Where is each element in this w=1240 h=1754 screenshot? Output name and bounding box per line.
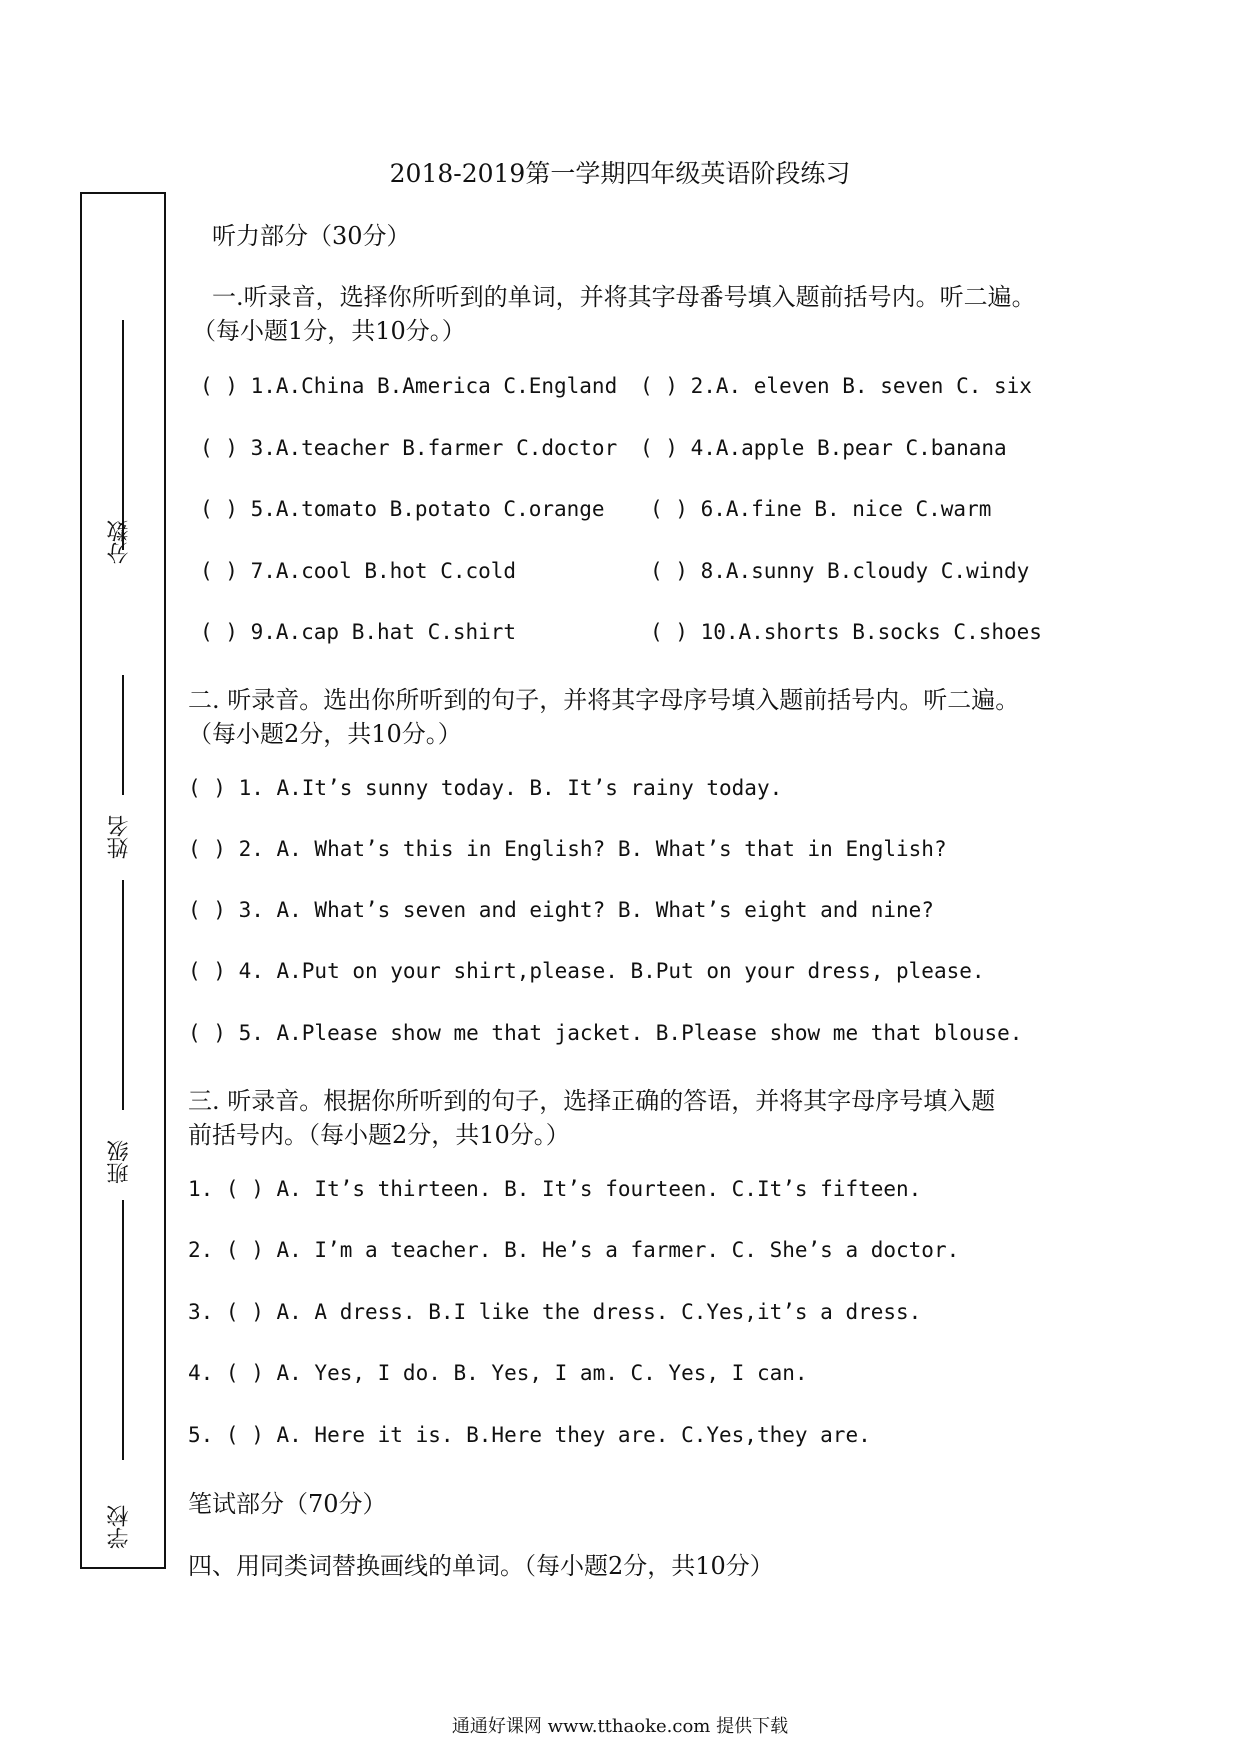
s1-row5-left: ( ) 9.A.cap B.hat C.shirt: [200, 620, 517, 644]
section2-heading: 二. 听录音。选出你所听到的句子，并将其字母序号填入题前括号内。听二遍。: [188, 686, 1020, 714]
class-label: 班级: [107, 1140, 132, 1184]
s3-item5: 5. ( ) A. Here it is. B.Here they are. C.Yes,they are.: [188, 1423, 871, 1447]
s2-item3: ( ) 3. A. What’s seven and eight? B. What’s eight and nine?: [188, 898, 934, 922]
written-header: 笔试部分（70分）: [188, 1490, 387, 1518]
s2-item1: ( ) 1. A.It’s sunny today. B. It’s rainy today.: [188, 776, 783, 800]
s2-item2: ( ) 2. A. What’s this in English? B. What’s that in English?: [188, 837, 947, 861]
s3-item3: 3. ( ) A. A dress. B.I like the dress. C.Yes,it’s a dress.: [188, 1300, 922, 1324]
s1-row2-left: ( ) 3.A.teacher B.farmer C.doctor: [200, 436, 618, 460]
class-line: [122, 1200, 124, 1460]
section3-heading: 三. 听录音。根据你所听到的句子，选择正确的答语，并将其字母序号填入题: [188, 1087, 996, 1115]
s2-item5: ( ) 5. A.Please show me that jacket. B.Please show me that blouse.: [188, 1021, 1023, 1045]
footer-credit: 通通好课网 www.tthaoke.com 提供下载: [451, 1716, 789, 1737]
s1-row4-left: ( ) 7.A.cool B.hot C.cold: [200, 559, 517, 583]
page-title: 2018-2019第一学期四年级英语阶段练习: [389, 159, 851, 188]
score-line: [122, 320, 124, 550]
score-label: 分数: [107, 520, 132, 564]
s1-row1-right: ( ) 2.A. eleven B. seven C. six: [640, 374, 1032, 398]
name-line-top: [122, 675, 124, 795]
s2-item4: ( ) 4. A.Put on your shirt,please. B.Put on your dress, please.: [188, 959, 985, 983]
school-label: 学校: [107, 1505, 132, 1549]
s1-row3-right: ( ) 6.A.fine B. nice C.warm: [650, 497, 992, 521]
section3-heading-cont: 前括号内。（每小题2分，共10分。）: [188, 1121, 570, 1149]
s3-item4: 4. ( ) A. Yes, I do. B. Yes, I am. C. Yes, I can.: [188, 1361, 808, 1385]
name-line-bottom: [122, 880, 124, 1110]
s1-row3-left: ( ) 5.A.tomato B.potato C.orange: [200, 497, 605, 521]
s1-row4-right: ( ) 8.A.sunny B.cloudy C.windy: [650, 559, 1030, 583]
s1-row2-right: ( ) 4.A.apple B.pear C.banana: [640, 436, 1007, 460]
section4-heading: 四、用同类词替换画线的单词。（每小题2分，共10分）: [188, 1552, 774, 1580]
s1-row5-right: ( ) 10.A.shorts B.socks C.shoes: [650, 620, 1042, 644]
s3-item1: 1. ( ) A. It’s thirteen. B. It’s fourteen. C.It’s fifteen.: [188, 1177, 922, 1201]
section1-note: （每小题1分，共10分。）: [192, 317, 466, 345]
listening-header: 听力部分（30分）: [212, 222, 411, 250]
name-label: 姓名: [107, 815, 132, 859]
section1-heading: 一.听录音，选择你所听到的单词，并将其字母番号填入题前括号内。听二遍。: [212, 283, 1036, 311]
s3-item2: 2. ( ) A. I’m a teacher. B. He’s a farmer. C. She’s a doctor.: [188, 1238, 960, 1262]
section2-note: （每小题2分，共10分。）: [188, 720, 462, 748]
s1-row1-left: ( ) 1.A.China B.America C.England: [200, 374, 618, 398]
